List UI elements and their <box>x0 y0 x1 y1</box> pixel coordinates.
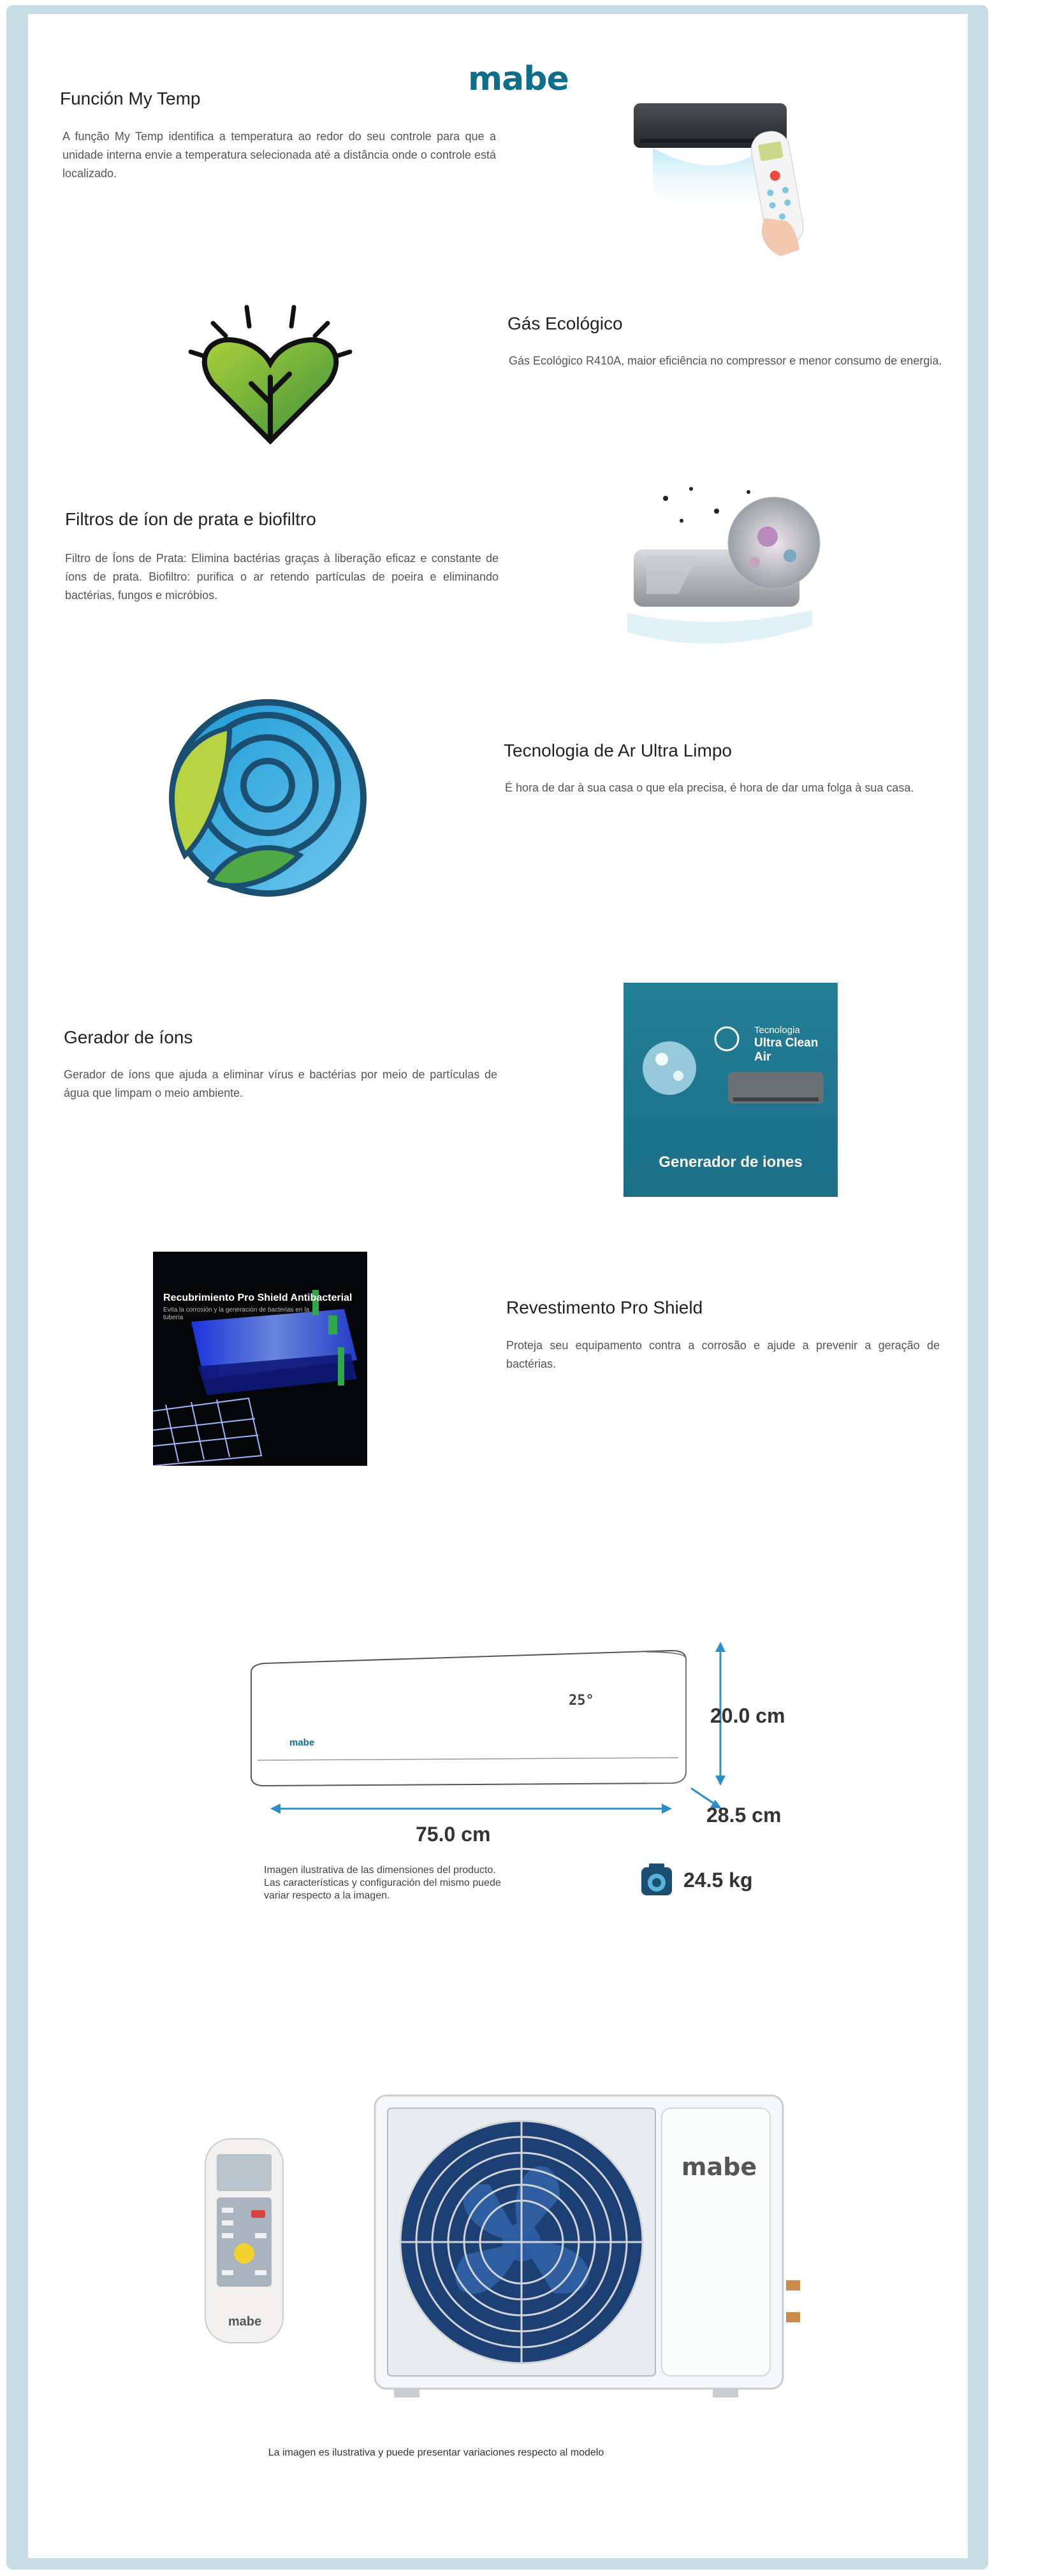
feature-text-pro-shield: Proteja seu equipamento contra a corrosão e ajude a prevenir a geração de bactérias. <box>506 1339 940 1370</box>
feature-title-ultra-clean: Tecnologia de Ar Ultra Limpo <box>504 741 732 760</box>
outdoor-unit-logo: mabe <box>681 2153 757 2181</box>
feature-text-eco-gas: Gás Ecológico R410A, maior eficiência no compressor e menor consumo de energia. <box>509 354 942 367</box>
footer-disclaimer: La imagen es ilustrativa y puede presentar variaciones respecto al modelo <box>268 2447 604 2458</box>
ac-remote-image <box>627 90 844 269</box>
weight-scale-icon <box>639 1862 675 1898</box>
feature-text-filters: Filtro de Íons de Prata: Elimina bactérias graças à liberação eficaz e constante de íons de prata. Biofiltro: purifica o ar retendo partículas de poeira e eliminando bactérias, fungos e micróbios. <box>65 552 499 602</box>
outdoor-unit-image <box>368 2089 828 2401</box>
shield-tile-subtitle: Evita la corrosión y la generación de bacterias en la tubería <box>163 1306 310 1321</box>
feature-title-my-temp: Función My Temp <box>60 89 201 108</box>
feature-text-ultra-clean: É hora de dar à sua casa o que ela precisa, é hora de dar uma folga à sua casa. <box>505 781 914 794</box>
feature-title-eco-gas: Gás Ecológico <box>507 314 623 333</box>
unit-temperature-display: 25° <box>569 1693 594 1709</box>
feature-text-my-temp: A função My Temp identifica a temperatura ao redor do seu controle para que a unidade interna envie a temperatura selecionada até a distância onde o controle está localizado. <box>62 130 496 180</box>
remote-logo: mabe <box>228 2315 262 2329</box>
dimension-depth: 28.5 cm <box>706 1804 782 1827</box>
dimensions-note: Imagen ilustrativa de las dimensiones del producto. Las características y configuración del mismo puede variar respecto a la imagen. <box>264 1865 501 1901</box>
page-content <box>28 14 968 2558</box>
feature-title-ion-generator: Gerador de íons <box>64 1027 193 1047</box>
brand-logo: mabe <box>468 60 569 98</box>
ion-tile-line2: Ultra Clean Air <box>754 1036 819 1064</box>
shield-tile-title: Recubrimiento Pro Shield Antibacterial <box>163 1292 353 1303</box>
ion-tile-line1: Tecnologia <box>754 1025 800 1036</box>
dimension-height: 20.0 cm <box>710 1704 785 1727</box>
dimension-width: 75.0 cm <box>416 1823 491 1846</box>
feature-text-ion-generator: Gerador de íons que ajuda a eliminar vírus e bactérias por meio de partículas de água que limpam o meio ambiente. <box>64 1068 497 1099</box>
feature-title-filters: Filtros de íon de prata e biofiltro <box>65 509 316 529</box>
dimension-weight: 24.5 kg <box>683 1869 753 1892</box>
ion-generator-image <box>624 983 838 1197</box>
ion-tile-caption: Generador de iones <box>659 1154 803 1171</box>
green-heart-icon <box>165 282 376 467</box>
indoor-unit-logo: mabe <box>289 1737 315 1748</box>
feature-title-pro-shield: Revestimento Pro Shield <box>506 1298 703 1317</box>
indoor-unit-dimensions-diagram <box>238 1633 748 1837</box>
pro-shield-image <box>153 1252 367 1466</box>
ultra-clean-air-icon <box>159 690 376 906</box>
ac-filter-image <box>621 473 863 664</box>
